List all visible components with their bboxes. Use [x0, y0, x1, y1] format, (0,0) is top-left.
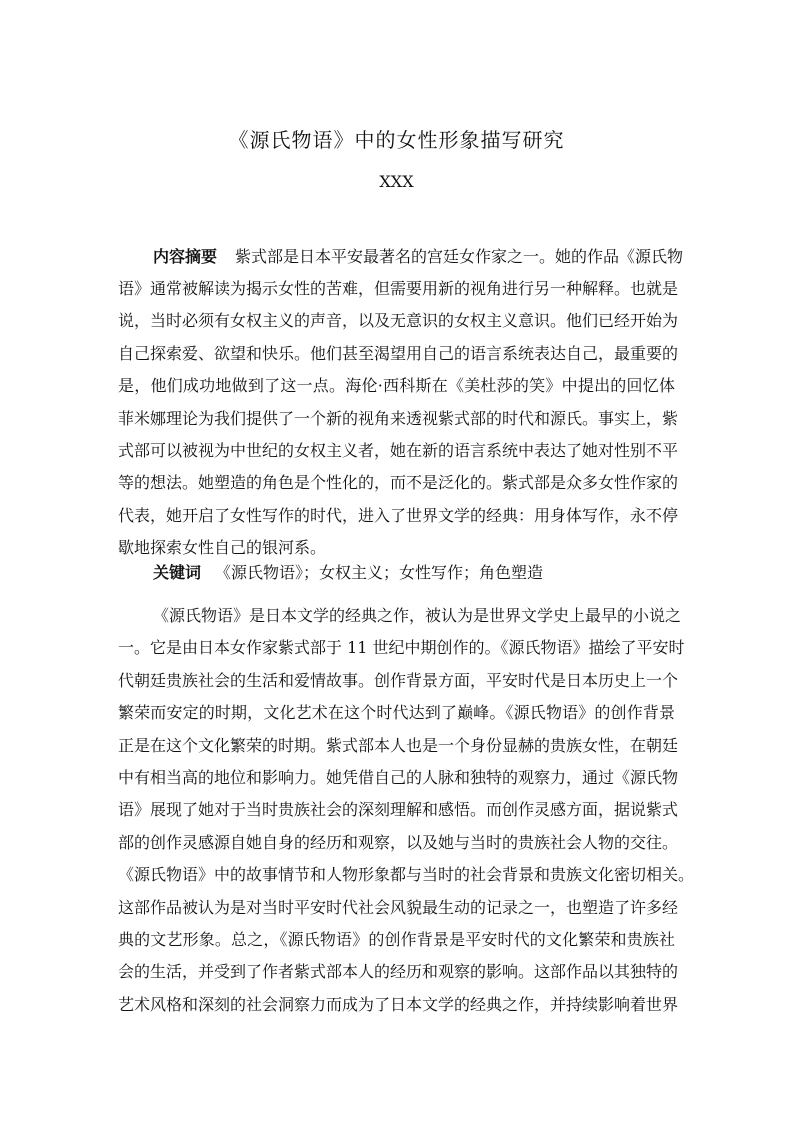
abstract-line: 是，他们成功地做到了这一点。海伦·西科斯在《美杜莎的笑》中提出的回忆体: [118, 376, 675, 395]
abstract-line-text: 紫式部是日本平安最著名的宫廷女作家之一。她的作品《源氏物: [235, 247, 684, 266]
abstract-line: 等的想法。她塑造的角色是个性化的，而不是泛化的。紫式部是众多女性作家的: [118, 473, 679, 492]
body-line: 《源氏物语》是日本文学的经典之作，被认为是世界文学史上最早的小说之: [153, 606, 682, 625]
abstract-line: 代表，她开启了女性写作的时代，进入了世界文学的经典：用身体写作，永不停: [118, 506, 679, 525]
body-line: 语》展现了她对于当时贵族社会的深刻理解和感悟。而创作灵感方面，据说紫式: [118, 800, 679, 819]
document-title: 《源氏物语》中的女性形象描写研究: [228, 128, 565, 152]
abstract-line: [153, 247, 684, 267]
body-line: 中有相当高的地位和影响力。她凭借自己的人脉和独特的观察力，通过《源氏物: [118, 768, 679, 787]
body-line: 典的文艺形象。总之，《源氏物语》的创作背景是平安时代的文化繁荣和贵族社: [118, 930, 675, 949]
abstract-line: 语》通常被解读为揭示女性的苦难，但需要用新的视角进行另一种解释。也就是: [118, 279, 679, 298]
body-line: 《源氏物语》中的故事情节和人物形象都与当时的社会背景和贵族文化密切相关。: [118, 865, 695, 884]
author-name: XXX: [379, 172, 414, 191]
abstract-line: 菲米娜理论为我们提供了一个新的视角来透视紫式部的时代和源氏。事实上，紫: [118, 409, 679, 428]
body-line: 这部作品被认为是对当时平安时代社会风貌最生动的记录之一，也塑造了许多经: [118, 898, 679, 917]
abstract-label: 内容摘要: [153, 247, 218, 266]
keywords-line: [153, 563, 543, 583]
body-line: 一。它是由日本女作家紫式部于 11 世纪中期创作的。《源氏物语》描绘了平安时: [118, 638, 685, 657]
keywords-label: 关键词: [153, 563, 202, 582]
abstract-line: 式部可以被视为中世纪的女权主义者，她在新的语言系统中表达了她对性别不平: [118, 441, 679, 460]
abstract-line: 自己探索爱、欲望和快乐。他们甚至渴望用自己的语言系统表达自己，最重要的: [118, 344, 679, 363]
body-line: 部的创作灵感源自她自身的经历和观察，以及她与当时的贵族社会人物的交往。: [118, 833, 679, 852]
body-line: 代朝廷贵族社会的生活和爱情故事。创作背景方面，平安时代是日本历史上一个: [118, 671, 679, 690]
abstract-line: 歇地探索女性自己的银河系。: [118, 538, 327, 557]
keywords-text: 《源氏物语》；女权主义；女性写作；角色塑造: [215, 563, 544, 582]
abstract-line: 说，当时必须有女权主义的声音，以及无意识的女权主义意识。他们已经开始为: [118, 311, 679, 330]
body-line: 繁荣而安定的时期，文化艺术在这个时代达到了巅峰。《源氏物语》的创作背景: [118, 703, 675, 722]
body-line: 正是在这个文化繁荣的时期。紫式部本人也是一个身份显赫的贵族女性，在朝廷: [118, 736, 679, 755]
body-line: 艺术风格和深刻的社会洞察力而成为了日本文学的经典之作，并持续影响着世界: [118, 995, 679, 1014]
body-line: 会的生活，并受到了作者紫式部本人的经历和观察的影响。这部作品以其独特的: [118, 962, 679, 981]
